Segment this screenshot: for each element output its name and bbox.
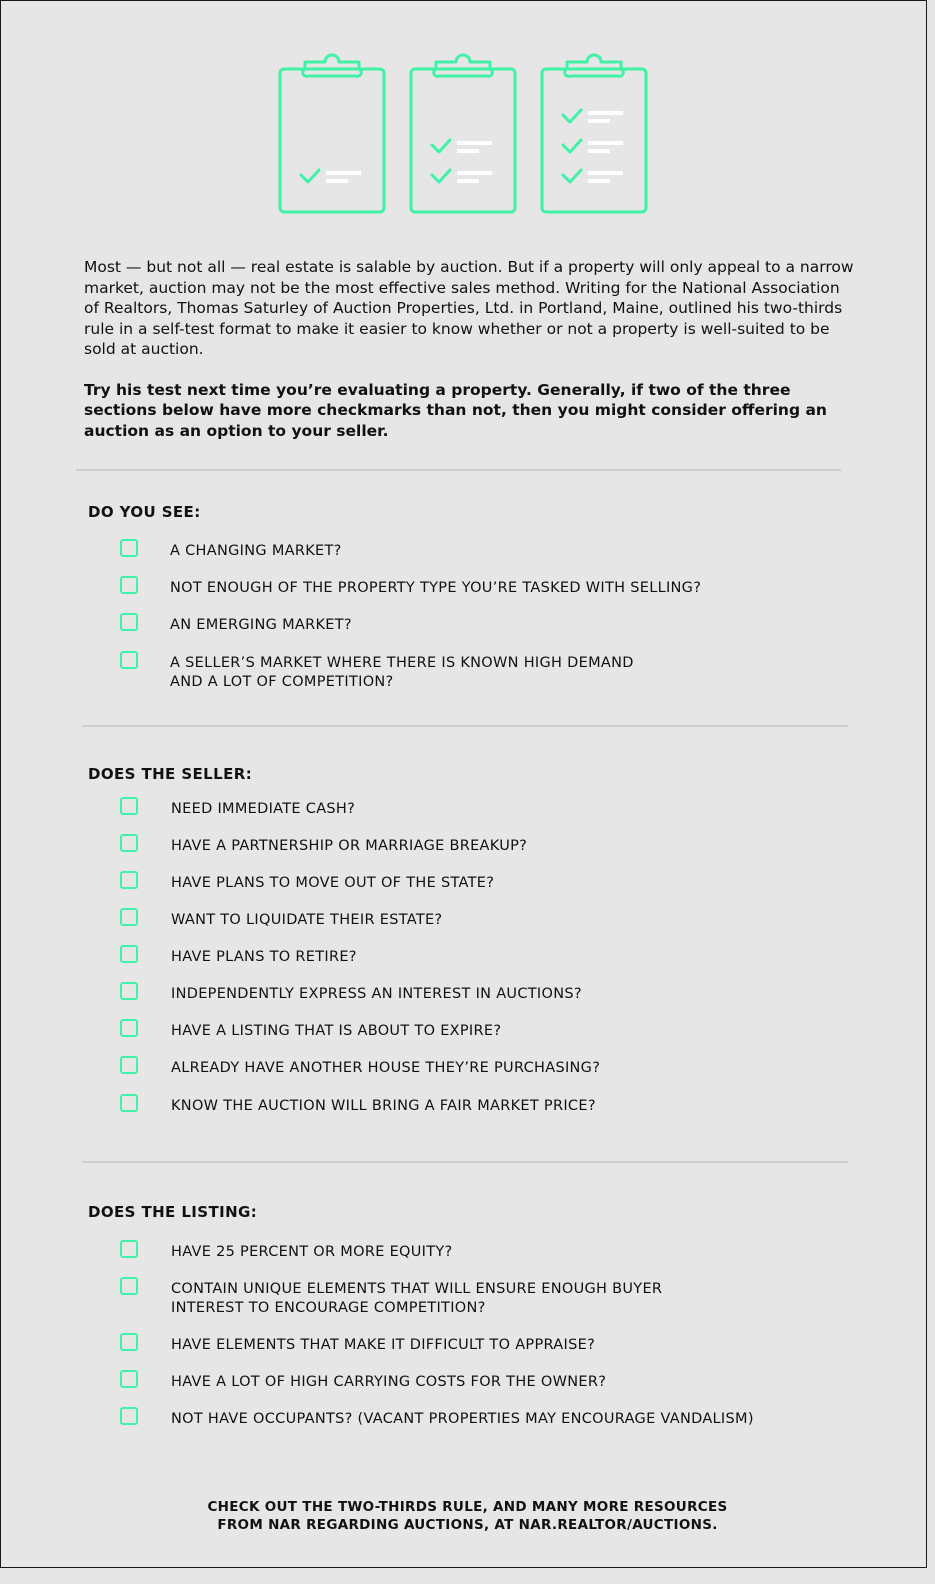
checklist-item-label: KNOW THE AUCTION WILL BRING A FAIR MARKET PRICE? [171,1098,596,1114]
checkbox[interactable] [120,1056,138,1074]
checkbox[interactable] [120,613,138,631]
clipboard-illustration [278,48,650,218]
clipboard-three-checks-icon [542,55,646,212]
checklist-item-label: NOT ENOUGH OF THE PROPERTY TYPE YOU’RE TASKED WITH SELLING? [170,580,702,596]
section-title-do-you-see: DO YOU SEE: [88,503,201,521]
clipboard-one-check-icon [280,55,384,212]
section-title-does-the-seller: DOES THE SELLER: [88,765,253,783]
checklist-item-label: INDEPENDENTLY EXPRESS AN INTEREST IN AUCTIONS? [171,986,582,1002]
section-title-does-the-listing: DOES THE LISTING: [88,1203,258,1221]
clipboard-two-checks-icon [411,55,515,212]
checkbox[interactable] [120,871,138,889]
footer-line-1: CHECK OUT THE TWO-THIRDS RULE, AND MANY MORE RESOURCES [207,1499,728,1515]
checkbox[interactable] [120,1407,138,1425]
checkbox[interactable] [120,834,138,852]
checkbox[interactable] [120,1240,138,1258]
footer-note [0,1498,935,1534]
checkbox[interactable] [120,797,138,815]
checkbox[interactable] [120,1333,138,1351]
checkbox[interactable] [120,1019,138,1037]
checklist-item-label: A SELLER’S MARKET WHERE THERE IS KNOWN HIGH DEMAND AND A LOT OF COMPETITION? [170,655,634,690]
checklist-item-label: NEED IMMEDIATE CASH? [171,801,356,817]
checklist-item-label: A CHANGING MARKET? [170,543,342,559]
checkbox[interactable] [120,1094,138,1112]
checklist-item-label: NOT HAVE OCCUPANTS? (VACANT PROPERTIES MAY ENCOURAGE VANDALISM) [171,1411,754,1427]
checklist-item-label: ALREADY HAVE ANOTHER HOUSE THEY’RE PURCHASING? [171,1060,601,1076]
checkbox[interactable] [120,576,138,594]
checkbox[interactable] [120,651,138,669]
checkbox[interactable] [120,908,138,926]
divider [76,469,841,471]
intro-text [84,257,854,441]
checklist-item-label: HAVE A PARTNERSHIP OR MARRIAGE BREAKUP? [171,838,528,854]
checklist-item-label: HAVE A LOT OF HIGH CARRYING COSTS FOR THE OWNER? [171,1374,607,1390]
footer-line-2: FROM NAR REGARDING AUCTIONS, AT NAR.REALTOR/AUCTIONS. [217,1517,718,1533]
checklist-item-label: HAVE 25 PERCENT OR MORE EQUITY? [171,1244,453,1260]
checklist-item-label: AN EMERGING MARKET? [170,617,352,633]
checklist-item-label: HAVE PLANS TO MOVE OUT OF THE STATE? [171,875,495,891]
checklist-item-label: HAVE A LISTING THAT IS ABOUT TO EXPIRE? [171,1023,502,1039]
checkbox[interactable] [120,1370,138,1388]
checkbox[interactable] [120,945,138,963]
intro-paragraph: Most — but not all — real estate is salable by auction. But if a property will only appeal to a narrow market, auction may not be the most effective sales method. Writing for the National Association of Realtors, Thomas Saturley of Auction Properties, Ltd. in Portland, Maine, outlined his two-thirds rule in a self-test format to make it easier to know whether or not a property is well-suited to be sold at auction. [84,258,854,358]
intro-lead: Try his test next time you’re evaluating a property. Generally, if two of the three sections below have more checkmarks than not, then you might consider offering an auction as an option to your seller. [84,380,827,440]
checklist-item-label: CONTAIN UNIQUE ELEMENTS THAT WILL ENSURE ENOUGH BUYER INTEREST TO ENCOURAGE COMPETITION? [171,1281,663,1316]
checklist-item-label: WANT TO LIQUIDATE THEIR ESTATE? [171,912,443,928]
checklist-item-label: HAVE PLANS TO RETIRE? [171,949,357,965]
divider [82,1161,848,1163]
checkbox[interactable] [120,539,138,557]
checkbox[interactable] [120,1277,138,1295]
checklist-item-label: HAVE ELEMENTS THAT MAKE IT DIFFICULT TO APPRAISE? [171,1337,596,1353]
checkbox[interactable] [120,982,138,1000]
divider [82,725,848,727]
